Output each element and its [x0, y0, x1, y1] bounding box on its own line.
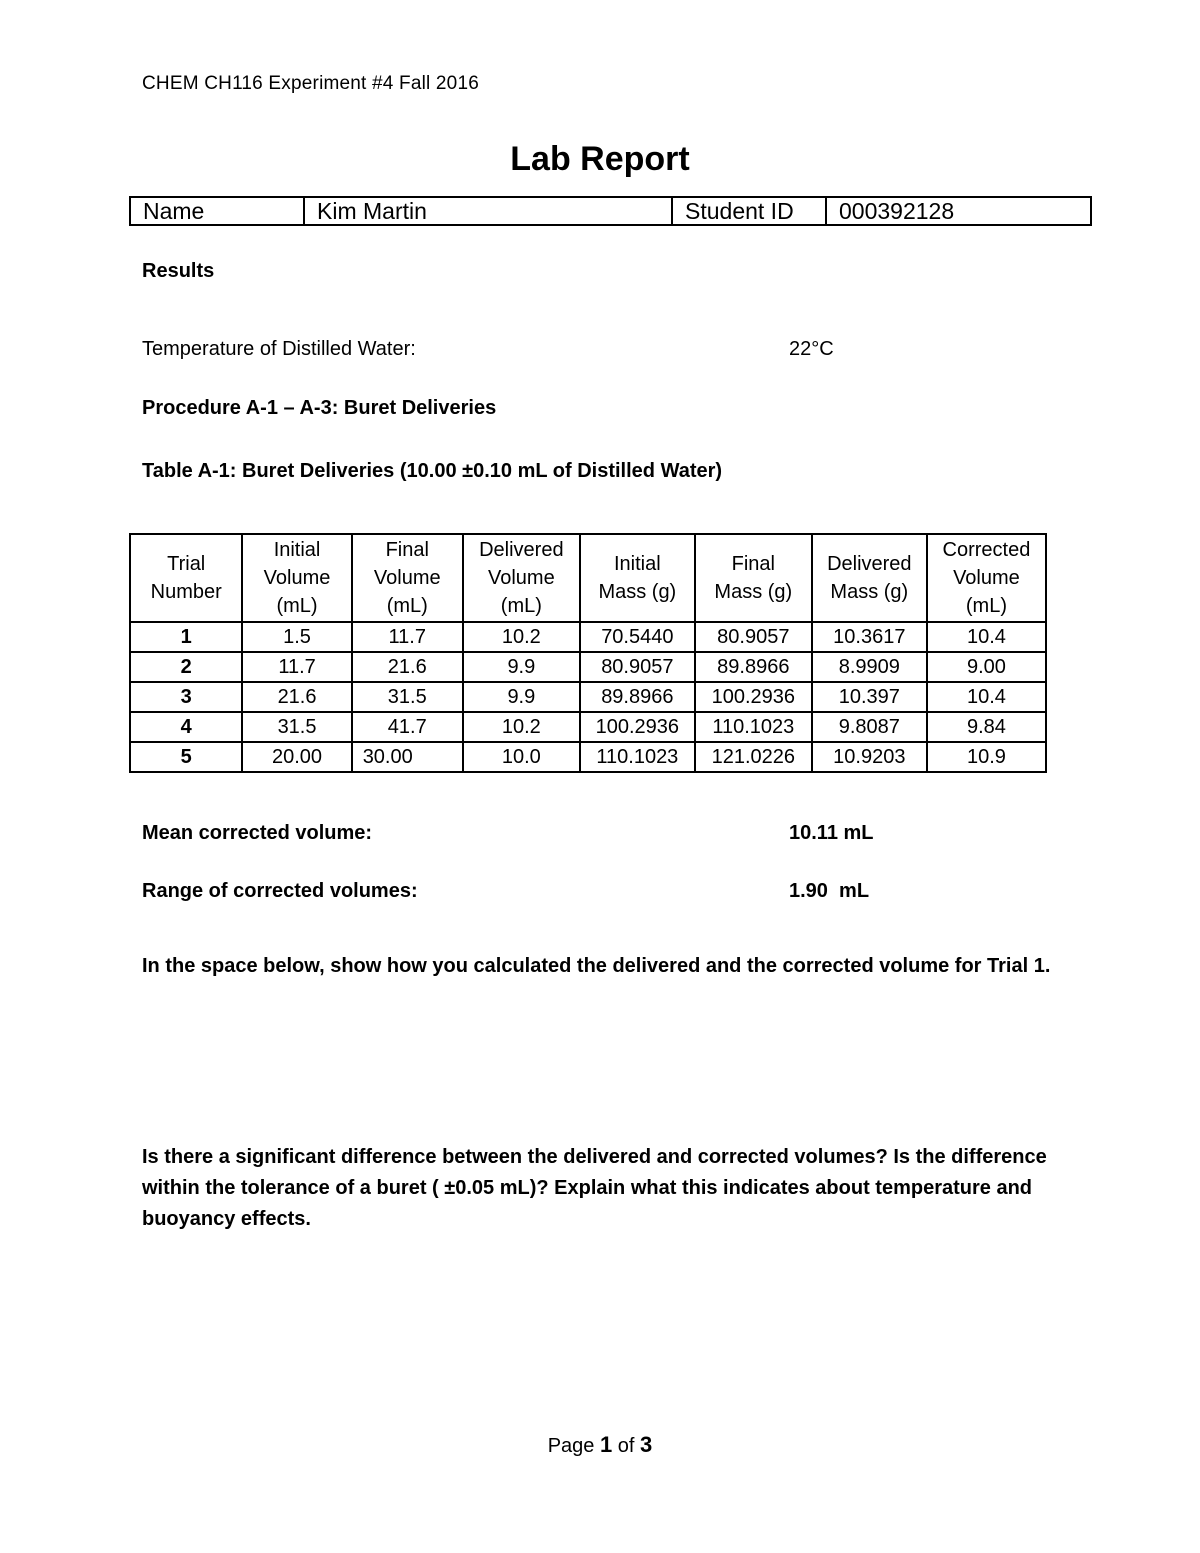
- trial-number-cell: 1: [130, 622, 242, 652]
- page-footer: [0, 1432, 1200, 1458]
- table-row: [130, 622, 1046, 652]
- table-cell: 10.4: [927, 682, 1046, 712]
- column-header-line: Mass (g): [598, 581, 677, 603]
- column-header-line: Number: [150, 581, 222, 603]
- column-header-line: Volume: [263, 567, 331, 589]
- table-cell: 30.00: [352, 742, 463, 772]
- name-label: Name: [130, 197, 304, 225]
- table-body: [130, 622, 1046, 772]
- column-header: [812, 534, 927, 622]
- column-header-line: (mL): [386, 595, 428, 617]
- range-label: Range of corrected volumes:: [142, 880, 418, 902]
- table-header-row: [130, 534, 1046, 622]
- table-cell: 10.9: [927, 742, 1046, 772]
- prompt-line: Is there a significant difference between the delivered and corrected volumes? Is the difference: [142, 1146, 1047, 1168]
- column-header-line: (mL): [276, 595, 318, 617]
- table-cell: 9.8087: [812, 712, 927, 742]
- column-header: [463, 534, 580, 622]
- table-cell: 1.5: [242, 622, 351, 652]
- table-cell: 121.0226: [695, 742, 812, 772]
- column-header-line: Final: [731, 553, 775, 575]
- prompt-line: within the tolerance of a buret ( ±0.05 mL)? Explain what this indicates about temperature and: [142, 1177, 1033, 1199]
- table-cell: 10.9203: [812, 742, 927, 772]
- name-value: Kim Martin: [304, 197, 672, 225]
- table-cell: 11.7: [352, 622, 463, 652]
- table-cell: 21.6: [352, 652, 463, 682]
- table-cell: 9.9: [463, 652, 580, 682]
- table-row: [130, 742, 1046, 772]
- table-cell: 100.2936: [580, 712, 695, 742]
- table-cell: 80.9057: [580, 652, 695, 682]
- buret-deliveries-table: [129, 533, 1047, 773]
- table-cell: 10.4: [927, 622, 1046, 652]
- table-cell: 31.5: [242, 712, 351, 742]
- table-cell: 9.9: [463, 682, 580, 712]
- trial-number-cell: 2: [130, 652, 242, 682]
- column-header-line: Mass (g): [714, 581, 793, 603]
- footer-page-word: Page: [547, 1435, 595, 1457]
- table-cell: 9.00: [927, 652, 1046, 682]
- column-header-line: Delivered: [827, 553, 912, 575]
- column-header: [927, 534, 1046, 622]
- table-row: [130, 652, 1046, 682]
- table-cell: 21.6: [242, 682, 351, 712]
- column-header: [695, 534, 812, 622]
- mean-value: 10.11 mL: [789, 822, 874, 844]
- trial-number-cell: 4: [130, 712, 242, 742]
- table-cell: 31.5: [352, 682, 463, 712]
- student-id-value: 000392128: [826, 197, 1091, 225]
- student-info-table: [129, 196, 1092, 226]
- column-header-line: Trial: [167, 553, 206, 575]
- column-header-line: Final: [385, 539, 429, 561]
- column-header-line: Mass (g): [830, 581, 909, 603]
- table-cell: 10.0: [463, 742, 580, 772]
- column-header-line: Volume: [373, 567, 441, 589]
- table-cell: 80.9057: [695, 622, 812, 652]
- column-header: [352, 534, 463, 622]
- table-row: [130, 712, 1046, 742]
- table-cell: 89.8966: [580, 682, 695, 712]
- table-cell: 10.3617: [812, 622, 927, 652]
- column-header: [130, 534, 242, 622]
- prompt-line: buoyancy effects.: [142, 1208, 311, 1230]
- footer-of-word: of: [617, 1435, 635, 1457]
- table-row: [130, 682, 1046, 712]
- table-cell: 110.1023: [580, 742, 695, 772]
- column-header-line: Volume: [953, 567, 1020, 589]
- column-header: [580, 534, 695, 622]
- results-heading: Results: [142, 260, 215, 282]
- table-cell: 100.2936: [695, 682, 812, 712]
- column-header-line: Volume: [487, 567, 555, 589]
- temperature-label: Temperature of Distilled Water:: [142, 338, 416, 360]
- mean-label: Mean corrected volume:: [142, 822, 373, 844]
- table-cell: 8.9909: [812, 652, 927, 682]
- student-id-label: Student ID: [672, 197, 826, 225]
- temperature-value: 22°C: [789, 338, 834, 360]
- calculation-prompt: In the space below, show how you calculated the delivered and the corrected volume for Trial 1.: [142, 955, 1051, 977]
- table-cell: 20.00: [242, 742, 351, 772]
- column-header-line: Corrected: [942, 539, 1031, 561]
- column-header-line: (mL): [965, 595, 1007, 617]
- table-cell: 10.2: [463, 622, 580, 652]
- significance-prompt: [142, 1142, 1047, 1235]
- table-title: Table A-1: Buret Deliveries (10.00 ±0.10 mL of Distilled Water): [142, 460, 723, 482]
- column-header-line: Delivered: [479, 539, 564, 561]
- table-cell: 10.2: [463, 712, 580, 742]
- column-header-line: Initial: [273, 539, 321, 561]
- table-cell: 110.1023: [695, 712, 812, 742]
- page-header: CHEM CH116 Experiment #4 Fall 2016: [142, 73, 479, 94]
- table-cell: 41.7: [352, 712, 463, 742]
- page-title: Lab Report: [510, 140, 690, 178]
- trial-number-cell: 3: [130, 682, 242, 712]
- column-header-line: Initial: [613, 553, 661, 575]
- procedure-heading: Procedure A-1 – A-3: Buret Deliveries: [142, 397, 497, 419]
- column-header-line: (mL): [500, 595, 542, 617]
- table-cell: 70.5440: [580, 622, 695, 652]
- table-cell: 9.84: [927, 712, 1046, 742]
- table-cell: 89.8966: [695, 652, 812, 682]
- table-cell: 11.7: [242, 652, 351, 682]
- range-value: 1.90 mL: [789, 880, 870, 902]
- trial-number-cell: 5: [130, 742, 242, 772]
- footer-total-pages: 3: [640, 1432, 653, 1457]
- footer-page-number: 1: [599, 1432, 613, 1457]
- column-header: [242, 534, 351, 622]
- table-cell: 10.397: [812, 682, 927, 712]
